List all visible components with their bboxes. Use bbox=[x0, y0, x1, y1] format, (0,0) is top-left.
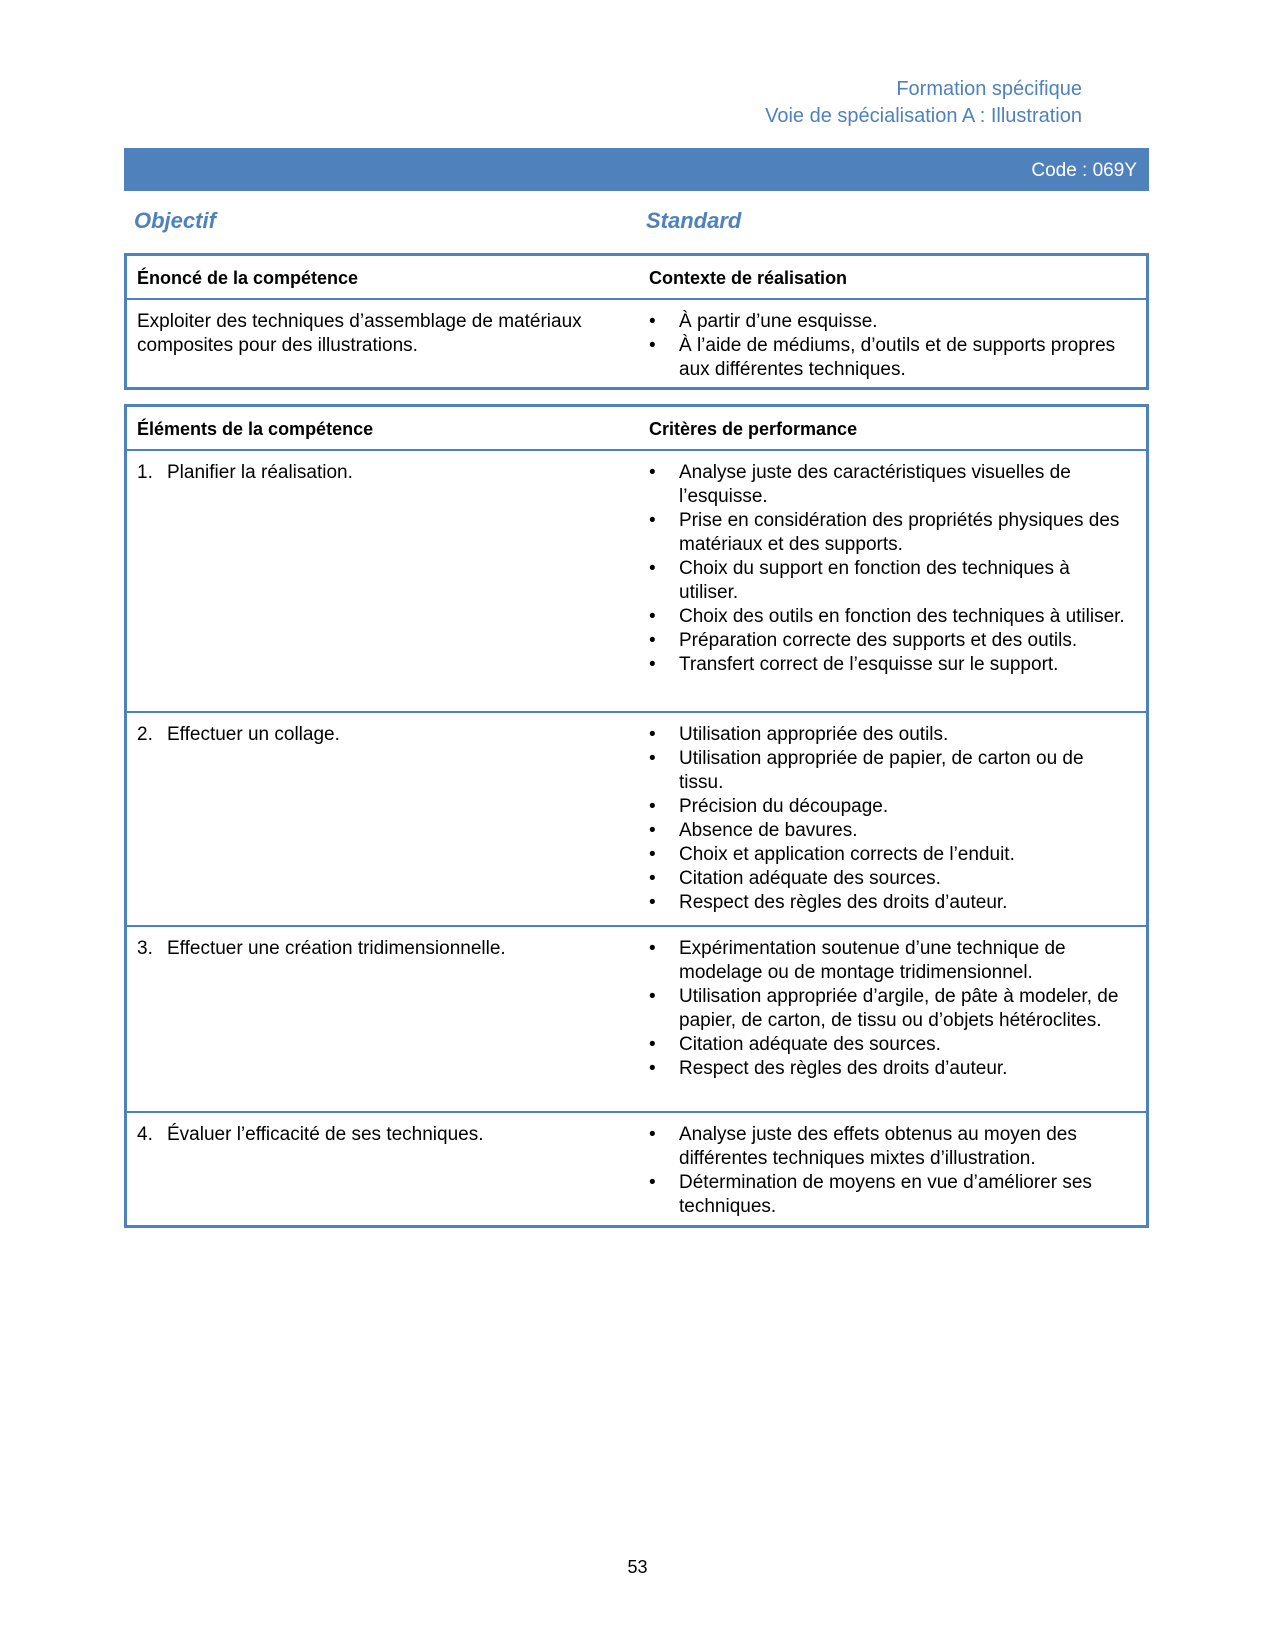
element-item bbox=[137, 723, 617, 747]
criteria-list bbox=[649, 1123, 1129, 1219]
context-list bbox=[649, 310, 1129, 382]
element-cell bbox=[137, 1123, 617, 1147]
context-list-cell bbox=[649, 310, 1129, 382]
page-number: 53 bbox=[627, 1557, 648, 1577]
criterion-item: • Précision du découpage. bbox=[649, 795, 1129, 819]
element-row-3 bbox=[127, 927, 1146, 1113]
header-line-formation: Formation spécifique bbox=[896, 78, 1082, 100]
competence-statement: Exploiter des techniques d’assemblage de matériaux composites pour des illustrations. bbox=[137, 311, 582, 356]
criterion-item: • Respect des règles des droits d’auteur. bbox=[649, 1057, 1129, 1081]
criterion-item: • Utilisation appropriée de papier, de carton ou de tissu. bbox=[649, 747, 1129, 795]
criterion-item: • Transfert correct de l’esquisse sur le support. bbox=[649, 653, 1129, 677]
element-row-1 bbox=[127, 451, 1146, 713]
element-cell bbox=[137, 461, 617, 485]
element-row-2 bbox=[127, 713, 1146, 927]
element-item bbox=[137, 937, 617, 961]
element-number: 4. bbox=[137, 1124, 153, 1145]
code-label: Code : 069Y bbox=[1031, 160, 1137, 181]
criteria-cell bbox=[649, 723, 1129, 915]
elements-header: Éléments de la compétence bbox=[137, 419, 374, 439]
context-header: Contexte de réalisation bbox=[649, 268, 848, 288]
criterion-item: • Utilisation appropriée d’argile, de pâte à modeler, de papier, de carton, de tissu ou d’objets hétéroclites. bbox=[649, 985, 1129, 1033]
criteria-header: Critères de performance bbox=[649, 419, 858, 439]
elements-header-row bbox=[127, 407, 1146, 451]
element-label: Effectuer un collage. bbox=[167, 724, 340, 745]
element-cell bbox=[137, 937, 617, 961]
document-header bbox=[765, 76, 1082, 130]
elements-table bbox=[124, 404, 1149, 1228]
competence-header-row bbox=[127, 256, 1146, 300]
criterion-item: • Détermination de moyens en vue d’améliorer ses techniques. bbox=[649, 1171, 1129, 1219]
context-item: • À partir d’une esquisse. bbox=[649, 310, 1129, 334]
standard-heading: Standard bbox=[646, 208, 742, 233]
competence-statement-header: Énoncé de la compétence bbox=[137, 268, 359, 288]
element-number: 3. bbox=[137, 938, 153, 959]
criteria-cell bbox=[649, 1123, 1129, 1219]
criteria-list bbox=[649, 937, 1129, 1081]
element-label: Effectuer une création tridimensionnelle. bbox=[167, 938, 506, 959]
header-line-voie: Voie de spécialisation A : Illustration bbox=[765, 105, 1082, 127]
criteria-list bbox=[649, 723, 1129, 915]
context-item: • À l’aide de médiums, d’outils et de supports propres aux différentes techniques. bbox=[649, 334, 1129, 382]
element-item bbox=[137, 461, 617, 485]
criterion-item: • Citation adéquate des sources. bbox=[649, 867, 1129, 891]
criterion-item: • Analyse juste des effets obtenus au moyen des différentes techniques mixtes d’illustration. bbox=[649, 1123, 1129, 1171]
code-bar bbox=[124, 148, 1149, 191]
competence-content-row bbox=[127, 300, 1146, 386]
criterion-item: • Choix des outils en fonction des techniques à utiliser. bbox=[649, 605, 1129, 629]
section-headings bbox=[124, 208, 1149, 238]
objectif-heading: Objectif bbox=[134, 208, 216, 233]
criterion-item: • Expérimentation soutenue d’une technique de modelage ou de montage tridimensionnel. bbox=[649, 937, 1129, 985]
competence-table bbox=[124, 253, 1149, 390]
criteria-cell bbox=[649, 937, 1129, 1081]
element-label: Évaluer l’efficacité de ses techniques. bbox=[167, 1124, 484, 1145]
criterion-item: • Analyse juste des caractéristiques visuelles de l’esquisse. bbox=[649, 461, 1129, 509]
criterion-item: • Respect des règles des droits d’auteur. bbox=[649, 891, 1129, 915]
criterion-item: • Préparation correcte des supports et des outils. bbox=[649, 629, 1129, 653]
criterion-item: • Prise en considération des propriétés physiques des matériaux et des supports. bbox=[649, 509, 1129, 557]
element-item bbox=[137, 1123, 617, 1147]
criterion-item: • Utilisation appropriée des outils. bbox=[649, 723, 1129, 747]
criterion-item: • Choix et application corrects de l’enduit. bbox=[649, 843, 1129, 867]
criterion-item: • Citation adéquate des sources. bbox=[649, 1033, 1129, 1057]
criterion-item: • Choix du support en fonction des techniques à utiliser. bbox=[649, 557, 1129, 605]
element-number: 2. bbox=[137, 724, 153, 745]
criteria-cell bbox=[649, 461, 1129, 677]
criterion-item: • Absence de bavures. bbox=[649, 819, 1129, 843]
element-number: 1. bbox=[137, 462, 153, 483]
element-row-4 bbox=[127, 1113, 1146, 1225]
criteria-list bbox=[649, 461, 1129, 677]
element-cell bbox=[137, 723, 617, 747]
element-label: Planifier la réalisation. bbox=[167, 462, 353, 483]
